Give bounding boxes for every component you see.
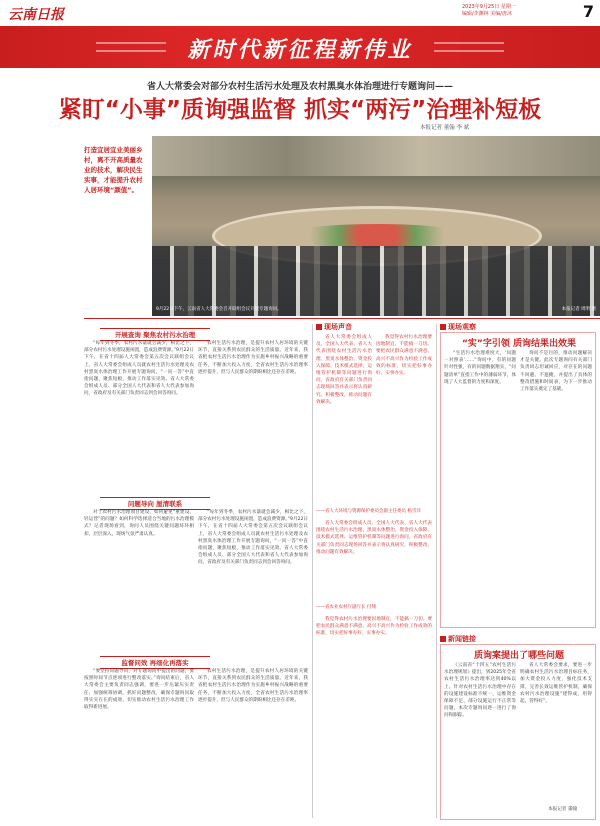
side1-text: 省人大常委会组成人员、全国人大代表、省人大代表围绕农村生活污水治理、黑臭水体整治、资金投入保障、技术模式选择、运维管护机制等问题进行询问，省政府有关部门负责同志现场回答并表示将认真研究、积极整改，推动问题有效解决。 <box>316 335 372 405</box>
side1-signature: ——省人大环境与资源保护委员会副主任委员 杨雪洋 <box>316 509 421 514</box>
article-subhead: 省人大常委会对部分农村生活污水处理及农村黑臭水体治理进行专题询问—— <box>146 82 453 92</box>
side1-text4: 我觉得农村污水治理要因地制宜，不能搞一刀切。要把农民群众满意不满意、高兴不高兴作为检验工作成效的标准，切实把好事办好、实事办实。 <box>316 617 432 637</box>
side2-heading: 现场观察 <box>440 322 476 332</box>
photo-caption: 9月22日下午，云南省人大常委会召开联组会议开展专题询问。 <box>156 307 282 312</box>
section1-col1: “每年到冬季，农村污水量就会减少，相比之下，部分农村污水处理设施闲置，造成浪费资源。”9月22日下午，在省十四届人大常委会第五次会议联组会议上，省人大常委会组成人员就农村生活污水处理及农村黑臭水体治理工作开展专题询问，“一问一答”中直指问题，聚焦短板，推动工作落实见效。省人大常委会组成人员、部分全国人大代表和省人大代表参加询问，省政府及有关部门负责同志到会回答询问。 <box>84 341 194 397</box>
page-number: 7 <box>582 2 594 21</box>
section2-heading: 问题导向 厘清联系 <box>100 497 210 510</box>
photo-credit: 本报记者 周明 摄 <box>561 307 596 312</box>
side1-text2: 我觉得农村污水治理要因地制宜，不能搞一刀切。要把农民群众满意不满意、高兴不高兴作为检验工作成效的标准，切实把好事办好、实事办实。 <box>376 335 432 377</box>
article-title: 紧盯“小事”质询强监督 抓实“两污”治理补短板 <box>58 97 542 123</box>
date-info <box>462 4 516 18</box>
page-header <box>0 0 600 28</box>
newspaper-logo: 云南日报 <box>8 7 64 23</box>
side1-text3: 省人大常委会组成人员、全国人大代表、省人大代表围绕农村生活污水治理、黑臭水体整治、资金投入保障、技术模式选择、运维管护机制等问题进行询问，省政府有关部门负责同志现场回答并表示将认真研究、积极整改，推动问题有效解决。 <box>316 521 432 555</box>
column-divider <box>436 324 437 818</box>
side3-title: 质询案提出了哪些问题 <box>473 651 564 661</box>
section3-col1: “要坚持问题导向，对专题询问中提出的问题，要按照时间节点逐项进行整改落实。”询问结束后，省人大常委会主要负责同志强调，要进一步压紧压实责任，加强统筹协调，抓好问题整改，确保专题询问取得实实在在的成效，切实推动农村生活污水治理工作取得新进展。 <box>84 669 194 711</box>
side3-col1: 《云南省“十四五”农村生活污水治理规划》提出，到2025年全省农村生活污水治理率达到40%以上。针对农村生活污水治理中存在的设施建设标准不统一、运维资金保障不足、部分设施运行不正常等问题，本次专题询问逐一进行了询问和跟踪。 <box>444 663 516 719</box>
section3-heading: 监督问效 再细化再落实 <box>100 656 210 669</box>
section2-col1: 对于农村污水治理项目建设，如何避免“重建设、轻运营”的问题？如何科学选择适合当地的污水治理模式？记者现场看到，询问人员围绕关键问题环环相扣，层层深入，现场气氛严肃认真。 <box>84 510 194 537</box>
section1-col2: 农村生活污水治理，是提升农村人居环境的关键环节，直接关系到农民群众的生活质量。近年来，我省把农村生活污水治理作为实施乡村振兴战略的重要任务，不断加大投入力度，全省农村生活污水治理率逐步提升，但与人民群众的期盼相比还存在差距。 <box>198 341 308 375</box>
section2-col2: “每年到冬季，农村污水量就会减少，相比之下，部分农村污水处理设施闲置，造成浪费资源。”9月22日下午，在省十四届人大常委会第五次会议联组会议上，省人大常委会组成人员就农村生活污水处理及农村黑臭水体治理工作开展专题询问，“一问一答”中直指问题，聚焦短板，推动工作落实见效。省人大常委会组成人员、部分全国人大代表和省人大代表参加询问，省政府及有关部门负责同志到会回答询问。 <box>198 510 308 566</box>
side1-signature2: ——省农业农村厅副厅长 付翔 <box>316 605 376 610</box>
section3-col2: 农村生活污水治理，是提升农村人居环境的关键环节，直接关系到农民群众的生活质量。近年来，我省把农村生活污水治理作为实施乡村振兴战略的重要任务，不断加大投入力度，全省农村生活污水治理率逐步提升，但与人民群众的期盼相比还存在差距。 <box>198 669 308 703</box>
side2-col1: “生活污水治理难度大，‘问题一对照表’……”询问中，有的问题针对性强，有的问题数据翔实，“问题清单”直指工作中的薄弱环节，体现了人大监督的力度和深度。 <box>444 351 516 385</box>
side1-heading: 现场声音 <box>316 322 352 332</box>
section1-heading: 开展查询 聚焦农村污水治理 <box>100 328 210 341</box>
divider <box>84 318 600 319</box>
banner-title: 新时代新征程新伟业 <box>187 37 413 63</box>
side3-col2: 省人大常委会要求，要进一步明确农村生活污水治理目标任务，加大资金投入力度，强化技术支撑，完善长效运维管护机制，确保农村污水治理设施“建得成、用得起、管得好”。 <box>520 663 592 705</box>
article-byline: 本报记者 董翰 李 斌 <box>420 125 470 131</box>
column-divider <box>312 324 313 818</box>
date-line: 2023年9月25日 星期一 <box>462 4 516 10</box>
side2-col2: 询问不是目的，推动问题解决才是关键。此次专题询问有关部门负责同志坦诚回应，对存在的问题不回避、不遮掩，并提出了具体的整改措施和时间表，为下一步推动工作落实奠定了基础。 <box>520 351 592 393</box>
side2-title: “实”字引领 质询结果出效果 <box>462 339 576 349</box>
editor-line: 编辑/李渊林 美编/唐沐 <box>462 11 512 17</box>
article-lead: 打造宜居宜业美丽乡村，离不开高质量农业的技术，解决民生实事，才能提升农村人居环境“颜值”。 <box>84 146 143 194</box>
meeting-photo <box>152 136 600 316</box>
section-banner <box>0 26 600 68</box>
side3-credit: 本报记者 董翰 <box>548 807 578 812</box>
side3-heading: 新闻链接 <box>440 634 476 644</box>
